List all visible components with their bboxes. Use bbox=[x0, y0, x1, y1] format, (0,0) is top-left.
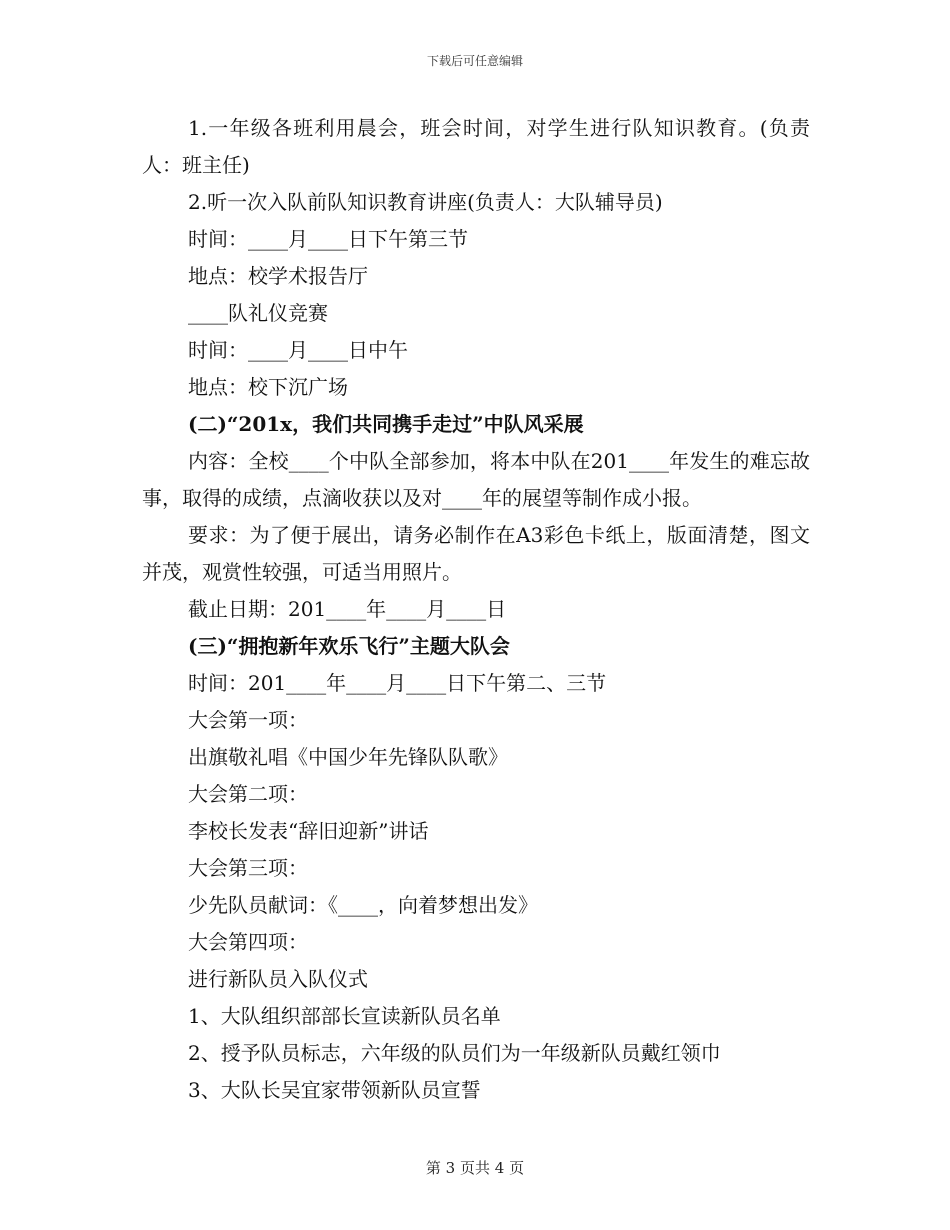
paragraph-item-two-title: 大会第二项： bbox=[188, 782, 308, 806]
paragraph-etiquette-contest: ____队礼仪竞赛 bbox=[188, 301, 328, 325]
paragraph-item-four-content: 进行新队员入队仪式 bbox=[188, 967, 368, 991]
section-heading-two: (二)“201x，我们共同携手走过”中队风采展 bbox=[188, 412, 584, 436]
paragraph-contest-time: 时间：____月____日中午 bbox=[188, 338, 408, 362]
paragraph-deadline: 截止日期：201____年____月____日 bbox=[188, 597, 507, 621]
paragraph-item-two-content: 李校长发表“辞旧迎新”讲话 bbox=[188, 819, 429, 843]
paragraph-item-three-title: 大会第三项： bbox=[188, 856, 308, 880]
paragraph-class-education: 1.一年级各班利用晨会，班会时间，对学生进行队知识教育。(负责人：班主任) bbox=[142, 116, 810, 177]
paragraph-step-two: 2、授予队员标志，六年级的队员们为一年级新队员戴红领巾 bbox=[188, 1041, 721, 1065]
paragraph-item-three-content: 少先队员献词：《____，向着梦想出发》 bbox=[188, 893, 538, 917]
paragraph-item-one-content: 出旗敬礼唱《中国少年先锋队队歌》 bbox=[188, 745, 508, 769]
paragraph-exhibit-content: 内容：全校____个中队全部参加，将本中队在201____年发生的难忘故事，取得的成绩，点滴收获以及对____年的展望等制作成小报。 bbox=[142, 449, 810, 510]
paragraph-item-one-title: 大会第一项： bbox=[188, 708, 308, 732]
page-footer: 第 3 页共 4 页 bbox=[425, 1159, 525, 1177]
paragraph-contest-location: 地点：校下沉广场 bbox=[188, 375, 348, 399]
document-body bbox=[142, 110, 810, 1109]
paragraph-assembly-time: 时间：201____年____月____日下午第二、三节 bbox=[188, 671, 607, 695]
paragraph-step-three: 3、大队长吴宜家带领新队员宣誓 bbox=[188, 1078, 481, 1102]
section-heading-three: (三)“拥抱新年欢乐飞行”主题大队会 bbox=[188, 634, 510, 658]
page-header: 下载后可任意编辑 bbox=[426, 54, 523, 68]
paragraph-exhibit-requirements: 要求：为了便于展出，请务必制作在A3彩色卡纸上，版面清楚，图文并茂，观赏性较强，可适当用照片。 bbox=[142, 523, 810, 584]
paragraph-item-four-title: 大会第四项： bbox=[188, 930, 308, 954]
paragraph-lecture: 2.听一次入队前队知识教育讲座(负责人：大队辅导员) bbox=[188, 190, 663, 214]
paragraph-step-one: 1、大队组织部部长宣读新队员名单 bbox=[188, 1004, 501, 1028]
paragraph-lecture-location: 地点：校学术报告厅 bbox=[188, 264, 368, 288]
paragraph-lecture-time: 时间：____月____日下午第三节 bbox=[188, 227, 468, 251]
